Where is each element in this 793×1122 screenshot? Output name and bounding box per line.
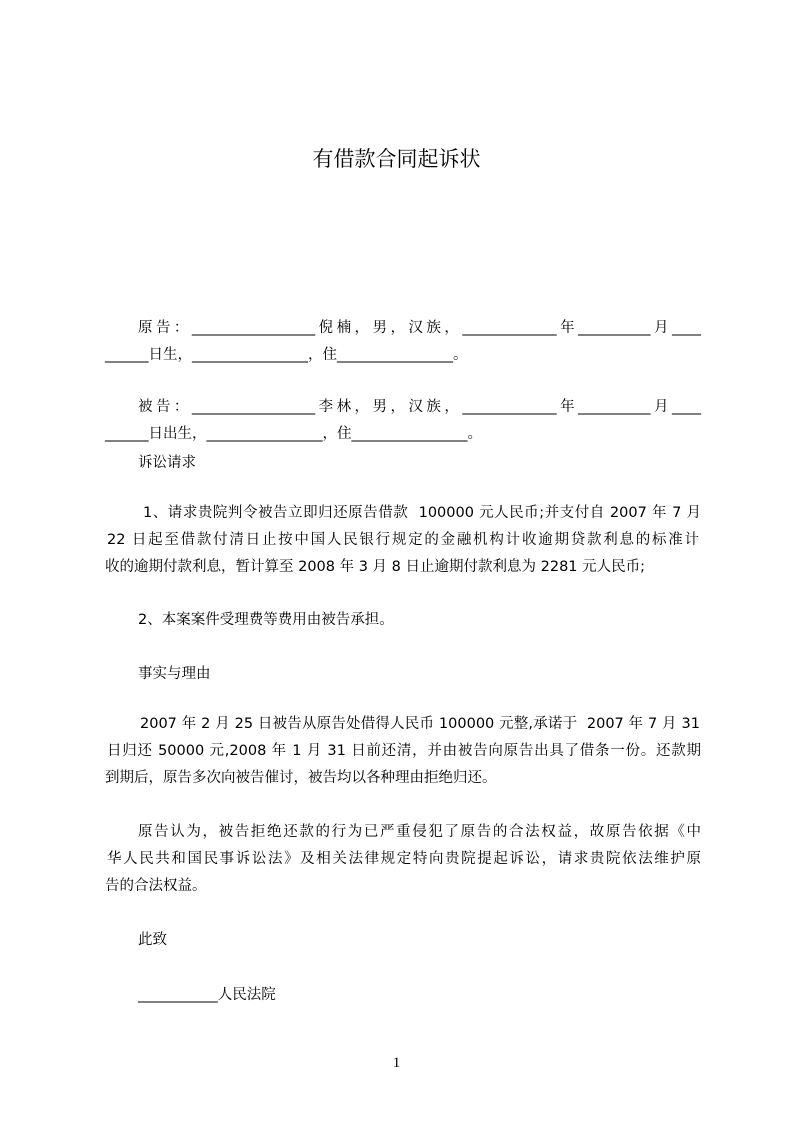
page-number: 1 [392,1055,401,1071]
defendant-line-2: ______日出生，________________，住________________。 [105,426,482,442]
facts1-line-1: 2007 年 2 月 25 日被告从原告处借得人民币 100000 元整,承诺于 2007 年 7 月 31 [140,716,700,732]
facts1-line-2: 日归还 50000 元,2008 年 1 月 31 日前还清，并由被告向原告出具了借条一份。还款期 [107,743,701,759]
facts2-line-2: 华人民共和国民事诉讼法》及相关法律规定特向贵院提起诉讼，请求贵院依法维护原 [107,851,701,867]
facts1-line-3: 到期后，原告多次向被告催讨，被告均以各种理由拒绝归还。 [105,770,497,786]
claims-heading: 诉讼请求 [138,455,196,471]
claim1-line-3: 收的逾期付款利息，暂计算至 2008 年 3 月 8 日止逾期付款利息为 2281 元人民币; [105,559,646,575]
court-line: ___________人民法院 [138,987,276,1003]
document-title: 有借款合同起诉状 [312,147,481,171]
closing: 此致 [138,932,167,948]
claim1-line-1: 1、请求贵院判令被告立即归还原告借款 100000 元人民币;并支付自 2007 年 7 月 [143,505,701,521]
facts2-line-3: 告的合法权益。 [105,878,207,894]
plaintiff-line-1: 原告：_________________倪楠，男，汉族，_____________年__________月____ [138,320,701,336]
claim2: 2、本案案件受理费等费用由被告承担。 [138,612,394,628]
facts2-line-1: 原告认为，被告拒绝还款的行为已严重侵犯了原告的合法权益，故原告依据《中 [138,824,701,840]
claim1-line-2: 22 日起至借款付清日止按中国人民银行规定的金融机构计收逾期贷款利息的标准计 [107,532,699,548]
plaintiff-line-2: ______日生，________________，住________________。 [105,347,468,363]
defendant-line-1: 被告：_________________李林，男，汉族，_____________年__________月____ [138,399,701,415]
facts-heading: 事实与理由 [138,666,211,682]
